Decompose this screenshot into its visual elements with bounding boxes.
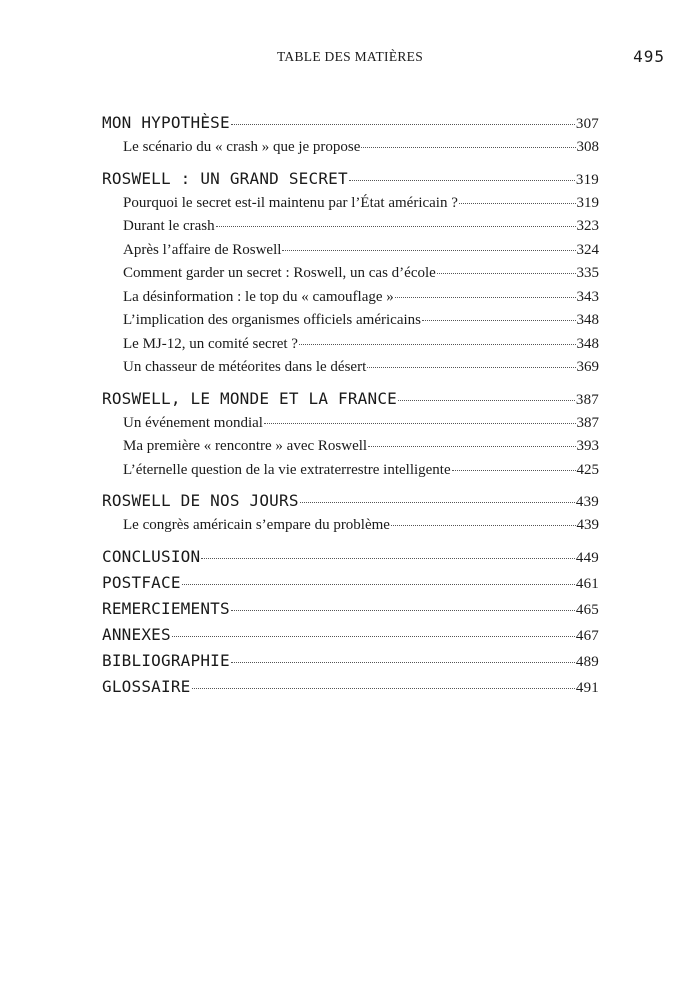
- toc-section[interactable]: [102, 438, 599, 462]
- toc-section-page: 343: [576, 288, 599, 305]
- dot-leader: [231, 124, 575, 125]
- dot-leader: [201, 558, 575, 559]
- toc-chapter-page: 491: [575, 679, 599, 696]
- toc-section[interactable]: [102, 415, 599, 439]
- toc-chapter-title: GLOSSAIRE: [102, 676, 191, 696]
- toc-section-page: 425: [576, 461, 599, 478]
- dot-leader: [368, 446, 575, 447]
- toc-group: [102, 625, 599, 651]
- dot-leader: [299, 344, 576, 345]
- toc-section[interactable]: [102, 218, 599, 242]
- toc-chapter[interactable]: [102, 651, 599, 677]
- toc-section-title: Après l’affaire de Roswell: [123, 241, 282, 258]
- toc-section-page: 369: [576, 359, 599, 375]
- dot-leader: [437, 273, 576, 274]
- toc-group: [102, 491, 599, 541]
- toc-chapter-page: 449: [575, 549, 599, 566]
- toc-chapter-title: ROSWELL : UN GRAND SECRET: [102, 168, 348, 188]
- toc-chapter[interactable]: [102, 113, 599, 139]
- toc-section[interactable]: [102, 242, 599, 266]
- toc-group: [102, 169, 599, 383]
- toc-section-page: 319: [576, 194, 599, 211]
- dot-leader: [422, 320, 576, 321]
- toc-chapter-page: 319: [575, 171, 599, 188]
- dot-leader: [264, 423, 576, 424]
- dot-leader: [395, 297, 576, 298]
- toc-section-title: Comment garder un secret : Roswell, un cas d’école: [123, 265, 436, 281]
- toc-chapter-title: REMERCIEMENTS: [102, 598, 230, 618]
- toc-chapter-title: CONCLUSION: [102, 546, 201, 566]
- toc-section[interactable]: [102, 359, 599, 383]
- toc-section-title: Un chasseur de météorites dans le désert: [123, 359, 367, 375]
- toc-section[interactable]: [102, 289, 599, 313]
- toc-section-page: 323: [576, 218, 599, 234]
- dot-leader: [172, 636, 575, 637]
- toc-chapter[interactable]: [102, 169, 599, 195]
- toc-chapter[interactable]: [102, 491, 599, 517]
- toc-section[interactable]: [102, 462, 599, 486]
- toc-chapter-page: 461: [575, 575, 599, 592]
- toc-section-title: Durant le crash: [123, 218, 215, 234]
- toc-section-page: 387: [576, 414, 599, 431]
- toc-chapter[interactable]: [102, 573, 599, 599]
- toc-chapter-page: 465: [575, 601, 599, 618]
- toc-section[interactable]: [102, 336, 599, 360]
- toc-group: [102, 547, 599, 573]
- toc-section-title: Le congrès américain s’empare du problème: [123, 517, 390, 533]
- dot-leader: [361, 147, 575, 148]
- toc-section-title: L’implication des organismes officiels américains: [123, 312, 421, 328]
- toc-group: [102, 599, 599, 625]
- dot-leader: [192, 688, 575, 689]
- toc-section-title: L’éternelle question de la vie extraterrestre intelligente: [123, 461, 451, 478]
- toc-chapter-page: 489: [575, 653, 599, 670]
- toc-chapter-title: ROSWELL DE NOS JOURS: [102, 491, 299, 510]
- toc-chapter[interactable]: [102, 389, 599, 415]
- running-title: TABLE DES MATIÈRES: [276, 49, 424, 64]
- toc-chapter[interactable]: [102, 677, 599, 703]
- dot-leader: [231, 610, 575, 611]
- toc-chapter[interactable]: [102, 599, 599, 625]
- dot-leader: [182, 584, 575, 585]
- toc-section[interactable]: [102, 312, 599, 336]
- toc-chapter-page: 439: [575, 494, 599, 510]
- dot-leader: [216, 226, 576, 227]
- toc-section-page: 308: [576, 139, 599, 155]
- toc-chapter-title: MON HYPOTHÈSE: [102, 113, 230, 132]
- toc-section-title: Un événement mondial: [123, 414, 263, 431]
- toc-chapter-title: ROSWELL, LE MONDE ET LA FRANCE: [102, 388, 397, 408]
- toc-section[interactable]: [102, 195, 599, 219]
- toc-section-title: Le scénario du « crash » que je propose: [123, 139, 361, 155]
- dot-leader: [459, 203, 576, 204]
- dot-leader: [231, 662, 575, 663]
- table-of-contents: [102, 113, 599, 703]
- toc-section-page: 348: [576, 335, 599, 352]
- toc-chapter[interactable]: [102, 547, 599, 573]
- toc-section-page: 393: [576, 438, 599, 454]
- toc-chapter-page: 387: [575, 391, 599, 408]
- dot-leader: [398, 400, 575, 401]
- toc-group: [102, 113, 599, 163]
- dot-leader: [367, 367, 575, 368]
- toc-section-title: Ma première « rencontre » avec Roswell: [123, 438, 368, 454]
- dot-leader: [349, 180, 575, 181]
- toc-section[interactable]: [102, 139, 599, 163]
- toc-section[interactable]: [102, 265, 599, 289]
- toc-section-page: 439: [576, 517, 599, 533]
- toc-section-title: La désinformation : le top du « camouflage »: [123, 288, 394, 305]
- toc-chapter-title: BIBLIOGRAPHIE: [102, 650, 230, 670]
- toc-chapter-title: POSTFACE: [102, 572, 181, 592]
- toc-section-page: 348: [576, 312, 599, 328]
- toc-chapter-page: 307: [575, 116, 599, 132]
- dot-leader: [452, 470, 576, 471]
- toc-group: [102, 651, 599, 677]
- toc-section[interactable]: [102, 517, 599, 541]
- dot-leader: [391, 525, 576, 526]
- toc-section-page: 335: [576, 265, 599, 281]
- dot-leader: [282, 250, 575, 251]
- toc-section-title: Le MJ-12, un comité secret ?: [123, 335, 298, 352]
- toc-group: [102, 389, 599, 486]
- page-number: 495: [633, 47, 665, 66]
- toc-chapter-title: ANNEXES: [102, 624, 171, 644]
- toc-section-title: Pourquoi le secret est-il maintenu par l’État américain ?: [123, 194, 458, 211]
- toc-group: [102, 677, 599, 703]
- toc-chapter-page: 467: [575, 627, 599, 644]
- toc-group: [102, 573, 599, 599]
- toc-chapter[interactable]: [102, 625, 599, 651]
- toc-section-page: 324: [576, 241, 599, 258]
- dot-leader: [300, 502, 575, 503]
